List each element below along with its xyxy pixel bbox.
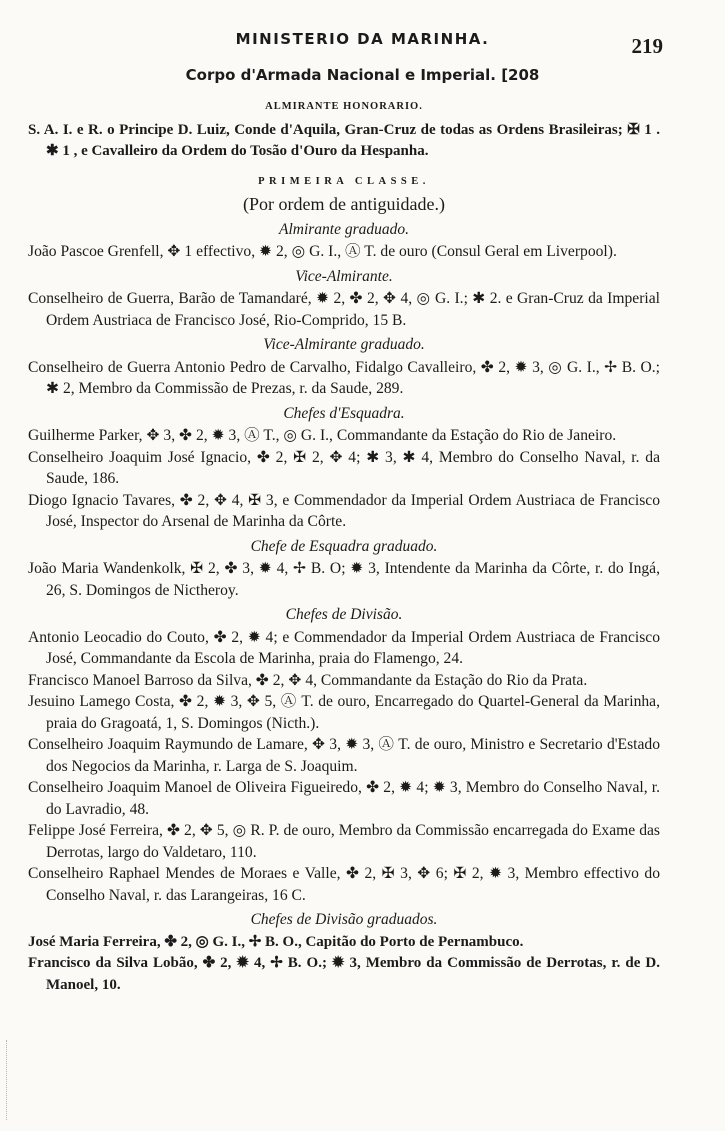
officer-entry: Francisco Manoel Barroso da Silva, ✤ 2, ✥ 4, Commandante da Estação do Rio da Prata. [28, 671, 588, 689]
officer-entry: Felippe José Ferreira, ✤ 2, ✥ 5, ◎ R. P. de ouro, Membro da Commissão encarregada do Exame das Derrotas, largo do Valdetaro, 110. [28, 822, 660, 861]
rank-heading: Almirante graduado. [278, 220, 410, 238]
officer-entry: Conselheiro Joaquim José Ignacio, ✤ 2, ✠ 2, ✥ 4; ✱ 3, ✱ 4, Membro do Conselho Naval, r. da Saude, 186. [28, 448, 660, 487]
officer-entry: Conselheiro de Guerra, Barão de Tamandaré, ✹ 2, ✤ 2, ✥ 4, ◎ G. I.; ✱ 2. e Gran-Cruz da Imperial Ordem Austriaca de Francisco José, Rio-Comprido, 15 B. [28, 290, 660, 329]
margin-mark [6, 1040, 15, 1120]
section-title: Corpo d'Armada Nacional e Imperial. [208 [185, 66, 540, 84]
officer-entry: José Maria Ferreira, ✤ 2, ◎ G. I., ✢ B. O., Capitão do Porto de Pernambuco. [28, 933, 524, 950]
officer-entry: Diogo Ignacio Tavares, ✤ 2, ✥ 4, ✠ 3, e Commendador da Imperial Ordem Austriaca de Francisco José, Inspector do Arsenal de Marinha da Côrte. [28, 491, 660, 530]
rank-heading: Vice-Almirante graduado. [263, 336, 425, 353]
rank-heading: Chefes de Divisão graduados. [250, 911, 438, 928]
page-number: 219 [631, 34, 663, 58]
officer-entry: Jesuino Lamego Costa, ✤ 2, ✹ 3, ✥ 5, Ⓐ T. de ouro, Encarregado do Quartel-General da Marinha, praia do Gragoatá, 1, S. Domingos (Nicth.). [28, 693, 660, 732]
rank-heading: Chefe de Esquadra graduado. [250, 537, 438, 555]
officer-entry: Conselheiro Joaquim Raymundo de Lamare, ✥ 3, ✹ 3, Ⓐ T. de ouro, Ministro e Secretario d'Estado dos Negocios da Marinha, r. Larga de S. Joaquim. [28, 736, 660, 775]
officer-entry: João Pascoe Grenfell, ✥ 1 effectivo, ✹ 2, ◎ G. I., Ⓐ T. de ouro (Consul Geral em Liverpool). [28, 243, 617, 260]
officer-entry: Conselheiro de Guerra Antonio Pedro de Carvalho, Fidalgo Cavalleiro, ✤ 2, ✹ 3, ◎ G. I., ✢ B. O.; ✱ 2, Membro da Commissão de Prezas, r. da Saude, 289. [28, 358, 660, 397]
officer-entry: Conselheiro Raphael Mendes de Moraes e Valle, ✤ 2, ✠ 3, ✥ 6; ✠ 2, ✹ 3, Membro effectivo do Conselho Naval, r. das Larangeiras, 16 C. [28, 865, 660, 904]
running-title: MINISTERIO DA MARINHA. [235, 30, 490, 48]
officer-entry: Francisco da Silva Lobão, ✤ 2, ✹ 4, ✢ B. O.; ✹ 3, Membro da Commissão de Derrotas, r. de D. Manoel, 10. [28, 955, 660, 993]
officer-entry: Antonio Leocadio do Couto, ✤ 2, ✹ 4; e Commendador da Imperial Ordem Austriaca de Francisco José, Commandante da Escola de Marinha, praia do Flamengo, 24. [28, 628, 660, 667]
rank-heading: Chefes d'Esquadra. [283, 404, 405, 422]
honorary-entry: S. A. I. e R. o Principe D. Luiz, Conde d'Aquila, Gran-Cruz de todas as Ordens Brasileiras; ✠ 1 . ✱ 1 , e Cavalleiro da Ordem do Tosão d'Ouro da Hespanha. [28, 121, 660, 159]
officer-entry: Guilherme Parker, ✥ 3, ✤ 2, ✹ 3, Ⓐ T., ◎ G. I., Commandante da Estação do Rio de Janeiro. [28, 427, 617, 444]
honorary-heading: ALMIRANTE HONORARIO. [265, 101, 423, 112]
officer-entry: Conselheiro Joaquim Manoel de Oliveira Figueiredo, ✤ 2, ✹ 4; ✹ 3, Membro do Conselho Naval, r. do Lavradio, 48. [28, 779, 660, 818]
rank-heading: Vice-Almirante. [295, 267, 393, 285]
officer-entry: João Maria Wandenkolk, ✠ 2, ✤ 3, ✹ 4, ✢ B. O; ✹ 3, Intendente da Marinha da Côrte, r. do Ingá, 26, S. Domingos de Nictheroy. [28, 560, 660, 599]
rank-heading: Chefes de Divisão. [285, 606, 403, 623]
class-heading: PRIMEIRA CLASSE. [258, 175, 430, 187]
body-text [28, 96, 660, 996]
ordering-note: (Por ordem de antiguidade.) [243, 194, 445, 214]
